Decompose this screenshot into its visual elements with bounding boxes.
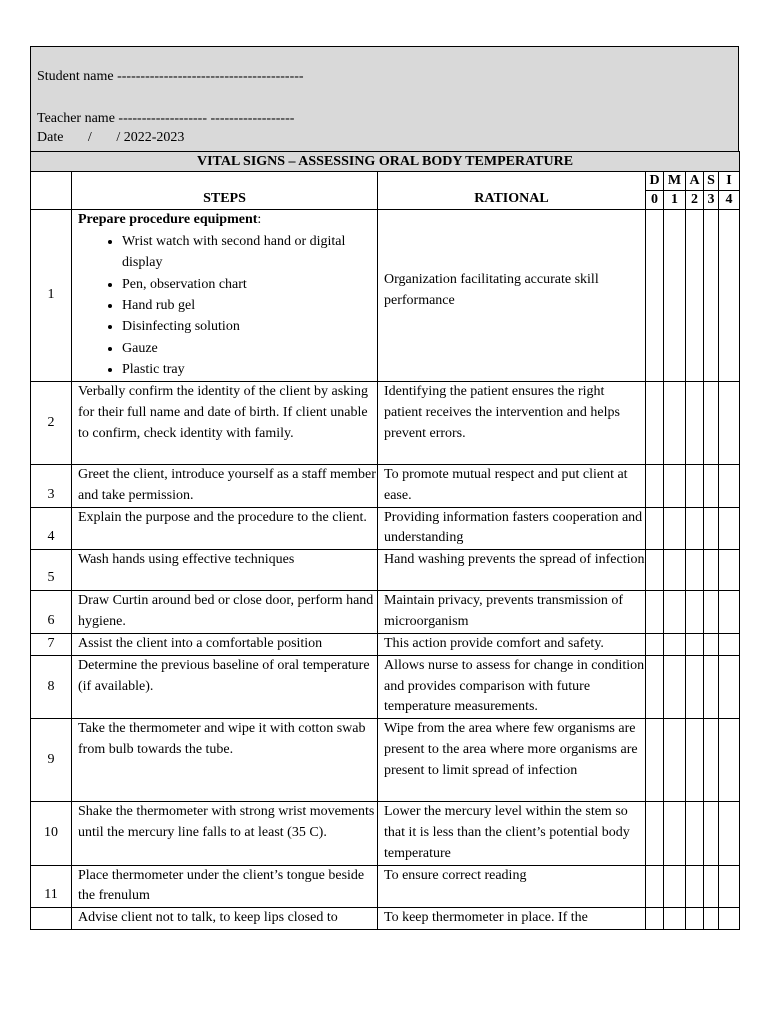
score-cell-i[interactable] bbox=[719, 507, 740, 550]
table-row bbox=[31, 802, 740, 865]
rational-text: This action provide comfort and safety. bbox=[378, 633, 646, 655]
table-row bbox=[31, 633, 740, 655]
equipment-item: • Plastic tray bbox=[122, 359, 377, 380]
score-cell-a[interactable] bbox=[686, 633, 704, 655]
score-cell-i[interactable] bbox=[719, 719, 740, 802]
score-cell-s[interactable] bbox=[704, 865, 719, 908]
score-cell-s[interactable] bbox=[704, 633, 719, 655]
score-cell-a[interactable] bbox=[686, 908, 704, 930]
score-cell-i[interactable] bbox=[719, 382, 740, 465]
score-letter-a: A bbox=[686, 172, 704, 191]
step-text: Assist the client into a comfortable position bbox=[72, 633, 378, 655]
steps-column-header: STEPS bbox=[72, 172, 378, 210]
score-cell-d[interactable] bbox=[646, 550, 664, 591]
score-cell-a[interactable] bbox=[686, 550, 704, 591]
checklist-title: VITAL SIGNS – ASSESSING ORAL BODY TEMPERATURE bbox=[31, 152, 740, 172]
score-cell-i[interactable] bbox=[719, 210, 740, 382]
score-letter-s: S bbox=[704, 172, 719, 191]
student-name-line: Student name ---------------------------------------- bbox=[37, 69, 304, 84]
score-cell-i[interactable] bbox=[719, 655, 740, 718]
score-cell-m[interactable] bbox=[664, 719, 686, 802]
equipment-item: • Gauze bbox=[122, 338, 377, 359]
teacher-name-line: Teacher name ------------------- ------------------ bbox=[37, 111, 295, 126]
score-cell-a[interactable] bbox=[686, 382, 704, 465]
step-number: 11 bbox=[31, 865, 72, 908]
step-number: 5 bbox=[31, 550, 72, 591]
rational-text: To promote mutual respect and put client at ease. bbox=[378, 465, 646, 508]
score-cell-i[interactable] bbox=[719, 908, 740, 930]
step-title-suffix: : bbox=[257, 212, 262, 227]
score-cell-a[interactable] bbox=[686, 210, 704, 382]
table-row bbox=[31, 550, 740, 591]
score-cell-m[interactable] bbox=[664, 550, 686, 591]
rational-text: Providing information fasters cooperation and understanding bbox=[378, 507, 646, 550]
step-text: Wash hands using effective techniques bbox=[72, 550, 378, 591]
score-cell-i[interactable] bbox=[719, 865, 740, 908]
score-cell-m[interactable] bbox=[664, 591, 686, 634]
assessment-sheet bbox=[30, 46, 739, 930]
step-text: Explain the purpose and the procedure to the client. bbox=[72, 507, 378, 550]
score-number-1: 1 bbox=[664, 191, 686, 210]
score-number-3: 3 bbox=[704, 191, 719, 210]
score-cell-s[interactable] bbox=[704, 507, 719, 550]
table-row bbox=[31, 655, 740, 718]
score-cell-i[interactable] bbox=[719, 550, 740, 591]
score-cell-d[interactable] bbox=[646, 655, 664, 718]
score-number-2: 2 bbox=[686, 191, 704, 210]
score-cell-i[interactable] bbox=[719, 802, 740, 865]
rational-text: Hand washing prevents the spread of infection bbox=[378, 550, 646, 591]
score-cell-d[interactable] bbox=[646, 908, 664, 930]
score-cell-s[interactable] bbox=[704, 591, 719, 634]
table-row bbox=[31, 719, 740, 802]
table-row bbox=[31, 382, 740, 465]
score-number-0: 0 bbox=[646, 191, 664, 210]
table-row bbox=[31, 908, 740, 930]
step-text: Take the thermometer and wipe it with cotton swab from bulb towards the tube. bbox=[72, 719, 378, 802]
score-cell-m[interactable] bbox=[664, 210, 686, 382]
score-cell-d[interactable] bbox=[646, 465, 664, 508]
step-title: Prepare procedure equipment bbox=[78, 212, 258, 227]
score-cell-i[interactable] bbox=[719, 465, 740, 508]
step-number: 1 bbox=[31, 210, 72, 382]
table-row bbox=[31, 865, 740, 908]
step-number: 6 bbox=[31, 591, 72, 634]
score-cell-a[interactable] bbox=[686, 719, 704, 802]
table-row bbox=[31, 210, 740, 382]
score-cell-a[interactable] bbox=[686, 802, 704, 865]
score-cell-a[interactable] bbox=[686, 465, 704, 508]
score-cell-s[interactable] bbox=[704, 655, 719, 718]
step-number: 7 bbox=[31, 633, 72, 655]
step-text: Greet the client, introduce yourself as a staff member and take permission. bbox=[72, 465, 378, 508]
score-cell-s[interactable] bbox=[704, 719, 719, 802]
rational-text: Lower the mercury level within the stem so that it is less than the client’s potential body temperature bbox=[378, 802, 646, 865]
score-cell-m[interactable] bbox=[664, 382, 686, 465]
score-number-4: 4 bbox=[719, 191, 740, 210]
rational-text: Wipe from the area where few organisms are present to the area where more organisms are present to limit spread of infection bbox=[378, 719, 646, 802]
score-cell-s[interactable] bbox=[704, 550, 719, 591]
table-row bbox=[31, 507, 740, 550]
score-cell-d[interactable] bbox=[646, 802, 664, 865]
date-line: Date / / 2022-2023 bbox=[37, 130, 185, 145]
score-cell-m[interactable] bbox=[664, 908, 686, 930]
rational-text: Organization facilitating accurate skill performance bbox=[378, 210, 646, 382]
score-cell-s[interactable] bbox=[704, 465, 719, 508]
score-cell-d[interactable] bbox=[646, 591, 664, 634]
step-text bbox=[72, 210, 378, 382]
step-text: Shake the thermometer with strong wrist movements until the mercury line falls to at least (35 C). bbox=[72, 802, 378, 865]
student-info-header bbox=[30, 46, 739, 151]
score-cell-a[interactable] bbox=[686, 655, 704, 718]
score-cell-d[interactable] bbox=[646, 507, 664, 550]
rational-text: Identifying the patient ensures the right patient receives the intervention and helps prevent errors. bbox=[378, 382, 646, 465]
step-text: Draw Curtin around bed or close door, perform hand hygiene. bbox=[72, 591, 378, 634]
score-cell-a[interactable] bbox=[686, 507, 704, 550]
score-cell-a[interactable] bbox=[686, 865, 704, 908]
score-cell-i[interactable] bbox=[719, 591, 740, 634]
score-cell-d[interactable] bbox=[646, 865, 664, 908]
step-number bbox=[31, 908, 72, 930]
equipment-item: • Wrist watch with second hand or digital display bbox=[122, 231, 377, 274]
rational-text: Maintain privacy, prevents transmission of microorganism bbox=[378, 591, 646, 634]
equipment-item: • Disinfecting solution bbox=[122, 316, 377, 337]
equipment-list bbox=[78, 231, 377, 381]
rational-text: To ensure correct reading bbox=[378, 865, 646, 908]
score-cell-a[interactable] bbox=[686, 591, 704, 634]
step-number: 4 bbox=[31, 507, 72, 550]
checklist-table bbox=[30, 151, 740, 930]
score-cell-i[interactable] bbox=[719, 633, 740, 655]
score-cell-m[interactable] bbox=[664, 465, 686, 508]
score-cell-m[interactable] bbox=[664, 655, 686, 718]
step-text: Determine the previous baseline of oral temperature (if available). bbox=[72, 655, 378, 718]
table-row bbox=[31, 465, 740, 508]
score-cell-s[interactable] bbox=[704, 908, 719, 930]
step-text: Verbally confirm the identity of the client by asking for their full name and date of birth. If client unable to confirm, check identity with family. bbox=[72, 382, 378, 465]
score-cell-m[interactable] bbox=[664, 633, 686, 655]
step-number: 8 bbox=[31, 655, 72, 718]
score-letter-i: I bbox=[719, 172, 740, 191]
equipment-item: • Pen, observation chart bbox=[122, 274, 377, 295]
rational-text: To keep thermometer in place. If the bbox=[378, 908, 646, 930]
score-cell-s[interactable] bbox=[704, 210, 719, 382]
step-text: Advise client not to talk, to keep lips closed to bbox=[72, 908, 378, 930]
score-cell-m[interactable] bbox=[664, 802, 686, 865]
step-number: 9 bbox=[31, 719, 72, 802]
equipment-item: • Hand rub gel bbox=[122, 295, 377, 316]
rational-text: Allows nurse to assess for change in condition and provides comparison with future temperature measurements. bbox=[378, 655, 646, 718]
step-text: Place thermometer under the client’s tongue beside the frenulum bbox=[72, 865, 378, 908]
score-letter-d: D bbox=[646, 172, 664, 191]
score-cell-s[interactable] bbox=[704, 382, 719, 465]
score-cell-s[interactable] bbox=[704, 802, 719, 865]
score-cell-d[interactable] bbox=[646, 633, 664, 655]
score-letter-m: M bbox=[664, 172, 686, 191]
step-number: 3 bbox=[31, 465, 72, 508]
table-row bbox=[31, 591, 740, 634]
step-number: 2 bbox=[31, 382, 72, 465]
score-cell-m[interactable] bbox=[664, 865, 686, 908]
number-column-header bbox=[31, 172, 72, 210]
score-cell-d[interactable] bbox=[646, 719, 664, 802]
step-number: 10 bbox=[31, 802, 72, 865]
score-cell-d[interactable] bbox=[646, 210, 664, 382]
score-cell-d[interactable] bbox=[646, 382, 664, 465]
rational-column-header: RATIONAL bbox=[378, 172, 646, 210]
score-cell-m[interactable] bbox=[664, 507, 686, 550]
